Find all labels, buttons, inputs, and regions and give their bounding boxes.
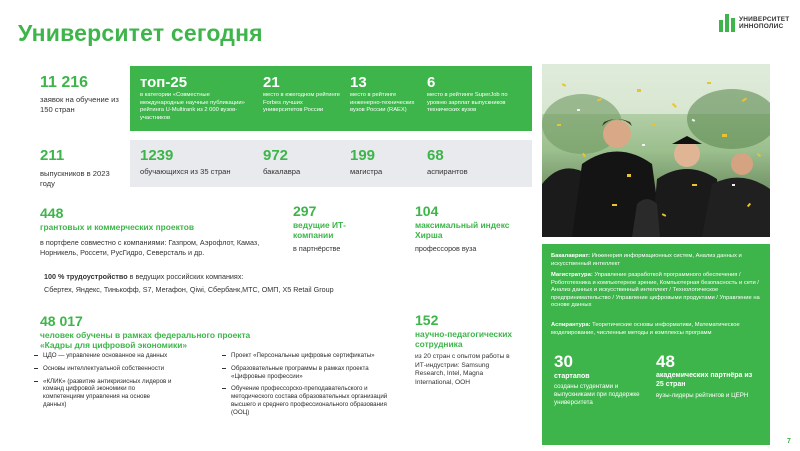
employment-text: в ведущих российских компаниях: [127, 272, 244, 281]
logo-text: УНИВЕРСИТЕТ ИННОПОЛИС [739, 16, 790, 30]
phd-text: аспирантов [427, 167, 468, 176]
list-item: Основы интеллектуальной собственности [34, 365, 204, 373]
students-text: обучающихся из 35 стран [140, 167, 231, 176]
ranking-number: 21 [263, 74, 280, 91]
startups-title: стартапов [554, 373, 590, 380]
students-number: 1239 [140, 147, 174, 164]
trained-block [40, 313, 300, 350]
partners-number: 48 [656, 352, 675, 371]
list-item: Обучение профессорско-преподавательского и методического состава образовательных организаций высшего и среднего профессионального образования (ООЦ) [222, 385, 391, 416]
graduates-stat [40, 148, 120, 189]
graduation-image [542, 64, 770, 237]
graduates-text: выпускников в 2023 году [40, 169, 110, 188]
graduation-photo [542, 64, 770, 237]
list-item: «КЛИК» (развитие антикризисных лидеров и команд цифровой экономики по компетенциям управления на основе данных) [34, 378, 173, 409]
bachelor-programs: Бакалавриат: Инженерия информационных систем, Анализ данных и искусственный интеллект [551, 253, 742, 267]
applications-number: 11 216 [40, 74, 89, 91]
projects-text: в портфеле совместно с компаниями: Газпром, Аэрофлот, Камаз, Норникель, Россети, РусГидро, Северсталь и др. [40, 237, 260, 257]
staff-number: 152 [415, 312, 439, 328]
masters-number: 199 [350, 147, 376, 164]
projects-block [40, 205, 280, 258]
ranking-text: место в рейтинге инженерно-технических вузов России (RAEX) [350, 92, 415, 114]
ranking-text: место в ежегодном рейтинге Forbes лучших университетов России [263, 92, 340, 114]
trained-list-right [222, 352, 392, 422]
it-companies-block [293, 203, 393, 254]
hirsch-text: профессоров вуза [415, 244, 477, 253]
bachelors-text: бакалавра [263, 167, 301, 176]
master-programs: Магистратура: Управление разработкой программного обеспечения / Робототехника и компьютерное зрение, Компьютерная безопасность и сети / Анализ данных и искусственный интеллект / Технологическое предпринимательство / Управление цифровыми продуктами / Управление на основе данных [551, 272, 760, 309]
list-item: ЦДО — управление основанное на данных [34, 352, 204, 360]
ranking-number: 13 [350, 74, 367, 91]
ranking-text: в категории «Совместные международные научные публикации» рейтинга U-Multirank из 2 000 вузов-участников [140, 92, 245, 122]
phd-number: 68 [427, 147, 444, 164]
projects-title: грантовых и коммерческих проектов [40, 222, 195, 232]
bachelors-number: 972 [263, 147, 289, 164]
staff-block [415, 312, 535, 387]
rankings-band [130, 66, 532, 131]
trained-number: 48 017 [40, 313, 83, 329]
ranking-text: место в рейтинге SuperJob по уровню зарплат выпускников технических вузов [427, 92, 508, 114]
partners-title: академических партнёра из 25 стран [656, 372, 753, 388]
students-band [130, 140, 532, 187]
staff-title: научно-педагогических сотрудника [415, 329, 513, 349]
employment-companies: Сбертех, Яндекс, Тинькофф, S7, Мегафон, Qiwi, Сбербанк,МТС, ОМП, X5 Retail Group [44, 285, 334, 294]
ranking-number: топ-25 [140, 74, 188, 91]
page-number: 7 [787, 438, 791, 445]
projects-number: 448 [40, 205, 64, 221]
hirsch-block [415, 203, 535, 254]
employment-bold: 100 % трудоустройство [44, 272, 128, 281]
applications-text: заявок на обучение из 150 стран [40, 95, 119, 114]
applications-stat [40, 75, 128, 115]
staff-text: из 20 стран с опытом работы в ИТ-индустрии: Samsung Research, Intel, Magna International, ООН [415, 353, 510, 386]
partners-text: вузы-лидеры рейтингов и ЦЕРН [656, 392, 749, 399]
page-title: Университет сегодня [18, 20, 263, 46]
graduates-number: 211 [40, 147, 65, 164]
phd-programs: Аспирантура: Теоретические основы информатики, Математическое моделирование, численные методы и комплексы программ [551, 322, 740, 336]
list-item: Проект «Персональные цифровые сертификаты» [222, 352, 392, 360]
hirsch-title: максимальный индекс Хирша [415, 220, 510, 240]
university-logo [719, 11, 799, 35]
logo-icon [719, 14, 735, 32]
trained-list-left [34, 352, 204, 414]
programs-panel [542, 244, 770, 445]
trained-title: человек обучены в рамках федерального проекта «Кадры для цифровой экономики» [40, 330, 251, 350]
ranking-number: 6 [427, 74, 436, 91]
it-companies-title: ведущие ИТ-компании [293, 220, 346, 240]
it-companies-number: 297 [293, 203, 317, 219]
startups-number: 30 [554, 352, 573, 371]
employment-block [44, 272, 464, 295]
startups-text: созданы студентами и выпускниками при поддержке университета [554, 383, 640, 406]
masters-text: магистра [350, 167, 383, 176]
list-item: Образовательные программы в рамках проекта «Цифровые профессии» [222, 365, 386, 381]
hirsch-number: 104 [415, 203, 439, 219]
it-companies-text: в партнёрстве [293, 244, 341, 253]
